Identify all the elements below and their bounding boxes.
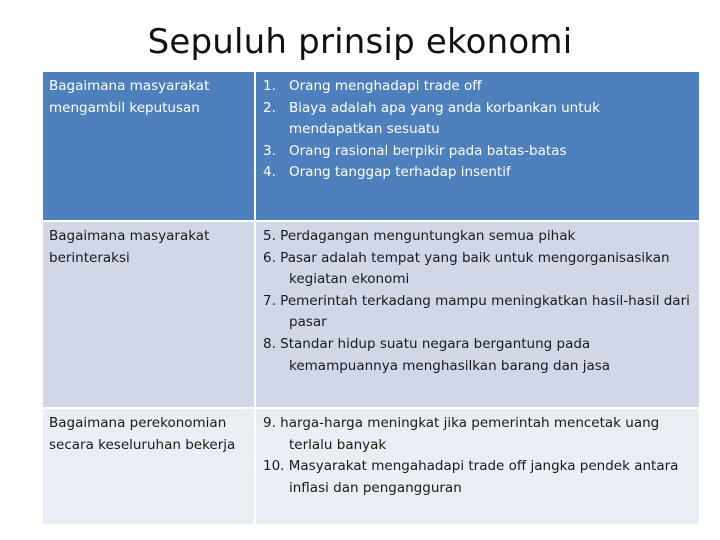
- slide-title: Sepuluh prinsip ekonomi: [147, 22, 573, 62]
- principle-item: 10. Masyarakat mengahadapi trade off jangka pendek antara inflasi dan pengangguran: [263, 458, 679, 496]
- principle-item: [263, 98, 693, 141]
- principle-item: 5. Perdagangan menguntungkan semua pihak: [263, 228, 576, 244]
- item-text: Orang rasional berpikir pada batas-batas: [289, 142, 567, 159]
- principle-item: 9. harga-harga meningkat jika pemerintah mencetak uang terlalu banyak: [263, 415, 660, 453]
- principle-item: 8. Standar hidup suatu negara bergantung pada kemampuannya menghasilkan barang dan jasa: [263, 335, 611, 374]
- principle-item: 7. Pemerintah terkadang mampu meningkatkan hasil-hasil dari pasar: [263, 292, 690, 331]
- item-number: 2.: [263, 99, 276, 116]
- principle-item: 6. Pasar adalah tempat yang baik untuk mengorganisasikan kegiatan ekonomi: [263, 249, 670, 288]
- principle-item: [263, 141, 693, 163]
- principle-item: [263, 76, 693, 98]
- principles-cell: [256, 222, 699, 407]
- item-number: 1.: [263, 78, 276, 94]
- principles-cell: [256, 409, 699, 524]
- item-number: 3.: [263, 142, 276, 159]
- item-text: Biaya adalah apa yang anda korbankan untuk mendapatkan sesuatu: [289, 99, 600, 138]
- table-row: [43, 222, 699, 409]
- item-text: Orang tanggap terhadap insentif: [289, 164, 511, 181]
- principle-item: [263, 162, 693, 184]
- item-text: Orang menghadapi trade off: [289, 78, 482, 94]
- category-cell: Bagaimana perekonomian secara keseluruhan bekerja: [43, 409, 256, 524]
- table-row: [43, 72, 699, 222]
- principles-cell: [256, 72, 699, 220]
- category-cell: Bagaimana masyarakat berinteraksi: [43, 222, 256, 407]
- principles-table: [43, 72, 699, 524]
- table-row: [43, 409, 699, 524]
- item-number: 4.: [263, 164, 276, 181]
- category-cell: Bagaimana masyarakat mengambil keputusan: [43, 72, 256, 220]
